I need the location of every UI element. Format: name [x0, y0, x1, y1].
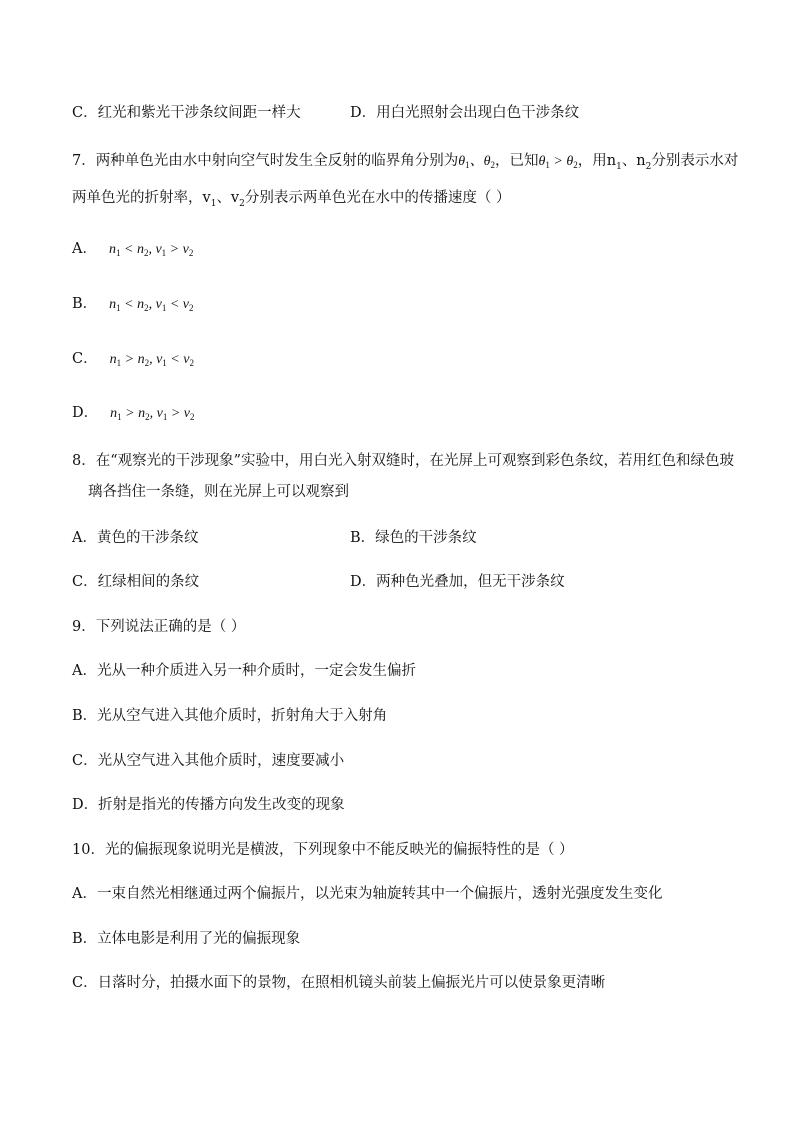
q6-option-c: C．红光和紫光干涉条纹间距一样大	[72, 105, 301, 121]
q7-stem-line2: 两单色光的折射率，$v_1$、$v_2$分别表示两单色光在水中的传播速度（ ）	[72, 190, 511, 209]
q7-stem-line1: 7．两种单色光由水中射向空气时发生全反射的临界角分别为$\theta_1$、$\theta_2$，已知$\theta_1 > \theta_2$，用$n_1$、$n_2$分别表示水对	[72, 153, 739, 172]
q9-option-a: A．光从一种介质进入另一种介质时，一定会发生偏折	[72, 663, 416, 679]
q9-option-b: B．光从空气进入其他介质时，折射角大于入射角	[72, 708, 388, 724]
q10-option-a: A．一束自然光相继通过两个偏振片，以光束为轴旋转其中一个偏振片，透射光强度发生变化	[72, 886, 663, 902]
q8-option-a: A．黄色的干涉条纹	[72, 530, 199, 546]
q8-option-d: D．两种色光叠加，但无干涉条纹	[350, 574, 565, 590]
q8-option-b: B．绿色的干涉条纹	[350, 530, 477, 546]
q10-option-c: C．日落时分，拍摄水面下的景物，在照相机镜头前装上偏振光片可以使景象更清晰	[72, 975, 606, 991]
q7-option-a: A． $n_1 < n_2$, $v_1 > v_2$	[72, 241, 194, 258]
q6-option-d: D．用白光照射会出现白色干涉条纹	[350, 105, 580, 121]
q8-stem-line1: 8．在“观察光的干涉现象”实验中，用白光入射双缝时，在光屏上可观察到彩色条纹，若用红色和绿色玻	[72, 453, 735, 469]
q9-option-c: C．光从空气进入其他介质时，速度要减小	[72, 753, 345, 769]
q7-option-b: B． $n_1 < n_2$, $v_1 < v_2$	[72, 296, 194, 313]
q7-theta-pair: $\theta_1$、$\theta_2$	[458, 154, 496, 170]
q9-option-d: D．折射是指光的传播方向发生改变的现象	[72, 797, 345, 813]
q8-stem-line2: 璃各挡住一条缝，则在光屏上可以观察到	[88, 484, 349, 500]
q7-option-d: D． $n_1 > n_2$, $v_1 > v_2$	[72, 405, 195, 422]
q7-theta-relation: $\theta_1 > \theta_2$	[538, 154, 578, 170]
q9-stem: 9．下列说法正确的是（ ）	[72, 619, 246, 635]
q8-option-c: C．红绿相间的条纹	[72, 574, 200, 590]
q10-option-b: B．立体电影是利用了光的偏振现象	[72, 931, 301, 947]
q7-option-c: C． $n_1 > n_2$, $v_1 < v_2$	[72, 351, 194, 368]
q10-stem: 10．光的偏振现象说明光是横波，下列现象中不能反映光的偏振特性的是（ ）	[72, 842, 574, 858]
